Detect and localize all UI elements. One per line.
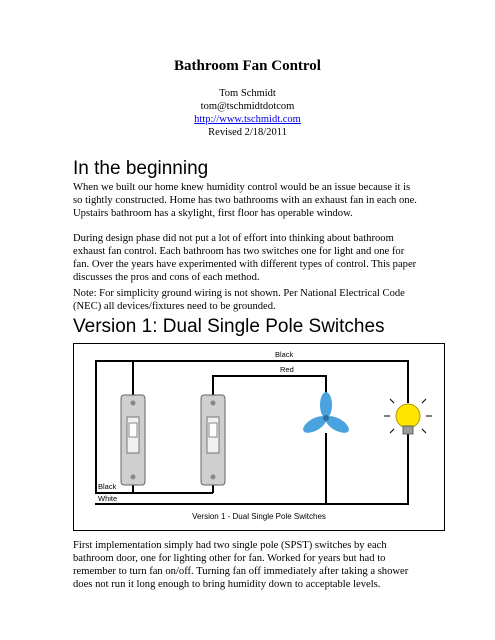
light-switch[interactable] [121,395,145,485]
paragraph-text: During design phase did not put a lot of effort into thinking about bathroom exhaust fan control. Each bathroom has two switches one for light and one for fan. Over the years have experimented with different types of control. This paper discusses the pros and cons of each method. [73,233,417,283]
label-black-left: Black [98,482,117,491]
fan-switch[interactable] [201,395,225,485]
paragraph-design [73,232,418,284]
bulb-glass [396,404,420,428]
diagram-caption: Version 1 - Dual Single Pole Switches [192,512,326,521]
author-url-link[interactable]: http://www.tschmidt.com [194,114,301,125]
paragraph-text: When we built our home knew humidity control would be an issue because it is so tightly constructed. Home has two bathrooms with an exhaust fan in each one. Upstairs bathroom has a skylight, first floor has operable window. [73,182,417,219]
label-white: White [98,494,118,503]
author-name: Tom Schmidt [219,88,276,99]
paragraph-version1 [73,539,418,591]
section-heading-version1: Version 1: Dual Single Pole Switches [73,316,385,337]
screw-icon [211,401,216,406]
screw-icon [131,475,136,480]
revision-date: Revised 2/18/2011 [208,127,287,138]
wiring-diagram [73,343,445,531]
paragraph-intro [73,181,418,220]
paragraph-text: Note: For simplicity ground wiring is not shown. Per National Electrical Code (NEC) all devices/fixtures need to be grounded. [73,288,405,312]
paragraph-text: First implementation simply had two single pole (SPST) switches by each bathroom door, one for lighting other for fan. Worked for years but had to remember to turn fan on/off. Turning fan off immediately after taking a shower does not run it long enough to bring humidity down to acceptable levels. [73,540,409,590]
author-url-line [0,114,495,125]
document-title: Bathroom Fan Control [174,58,321,74]
section-heading-beginning: In the beginning [73,158,209,179]
author-email: tom@tschmidtdotcom [200,101,295,112]
label-red: Red [280,365,294,374]
switch-toggle [129,423,137,437]
screw-icon [131,401,136,406]
switch-toggle [209,423,217,437]
screw-icon [211,475,216,480]
fan-blade [320,392,332,418]
fan-hub [323,415,329,421]
label-black-top: Black [275,350,294,359]
bulb-base [403,426,413,434]
paragraph-note [73,287,418,313]
